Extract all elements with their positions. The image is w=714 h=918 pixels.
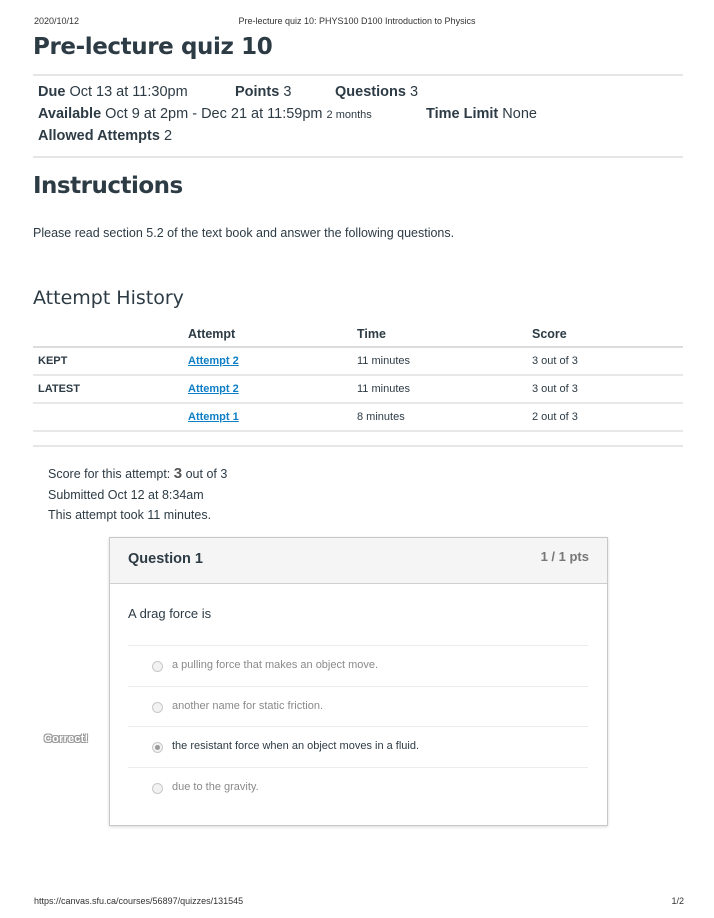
radio-button[interactable] [152,702,163,713]
answer-text: another name for static friction. [172,700,324,712]
page-title: Pre-lecture quiz 10 [33,34,273,60]
attempt-time: 11 minutes [352,375,527,403]
print-doc-title: Pre-lecture quiz 10: PHYS100 D100 Introduction to Physics [238,16,476,26]
attempt-link[interactable]: Attempt 2 [188,355,239,367]
available-duration: 2 months [326,109,372,121]
answer-option[interactable] [128,645,588,686]
attempt-tag [33,403,183,431]
attempt-time: 8 minutes [352,403,527,431]
answer-option[interactable] [128,767,588,808]
question-header [110,538,607,584]
score-value: 3 [173,465,183,482]
question-title: Question 1 [128,551,203,567]
instructions-text: Please read section 5.2 of the text book and answer the following questions. [33,226,455,240]
attempt-score: 3 out of 3 [527,347,683,375]
score-summary [48,464,227,526]
question-points: 1 / 1 pts [540,549,589,564]
allowed-attempts-value: 2 [163,128,173,144]
due-label: Due [38,84,66,100]
table-row [33,403,683,431]
table-row [33,375,683,403]
due-value: Oct 13 at 11:30pm [69,84,188,100]
attempt-link[interactable]: Attempt 1 [188,411,239,423]
column-header: Attempt [183,322,352,347]
table-row [33,347,683,375]
column-header [33,322,183,347]
instructions-heading: Instructions [33,173,183,199]
correct-flag: Correct! [44,733,89,745]
available-label: Available [38,106,102,122]
attempt-score: 2 out of 3 [527,403,683,431]
answer-option[interactable] [128,686,588,727]
answer-text: due to the gravity. [172,781,259,793]
attempt-duration-text: This attempt took 11 minutes. [48,508,212,522]
question-card [109,537,608,826]
print-date: 2020/10/12 [34,16,80,26]
divider [33,156,683,158]
radio-button[interactable] [152,661,163,672]
allowed-attempts-label: Allowed Attempts [38,128,160,144]
attempt-history-heading: Attempt History [33,287,184,309]
table-header-row [33,322,683,347]
radio-button[interactable] [152,783,163,794]
attempt-history-table [33,322,683,432]
submitted-text: Submitted Oct 12 at 8:34am [48,487,204,502]
points-label: Points [235,84,280,100]
time-limit-label: Time Limit [426,106,499,122]
time-limit-value: None [502,106,537,122]
available-value: Oct 9 at 2pm - Dec 21 at 11:59pm [105,106,323,122]
divider [33,74,683,76]
column-header: Time [352,322,527,347]
question-text: A drag force is [128,606,212,621]
radio-button-selected[interactable] [152,742,163,753]
score-suffix: out of 3 [185,467,228,481]
print-page-number: 1/2 [671,896,684,906]
answer-text: a pulling force that makes an object move. [172,659,379,671]
attempt-tag: KEPT [33,347,183,375]
answer-text: the resistant force when an object moves in a fluid. [172,740,420,752]
questions-label: Questions [335,84,406,100]
column-header: Score [527,322,683,347]
answer-option-selected[interactable] [128,726,588,767]
points-value: 3 [283,84,292,100]
print-url: https://canvas.sfu.ca/courses/56897/quizzes/131545 [34,896,244,906]
attempt-tag: LATEST [33,375,183,403]
divider [33,445,683,447]
attempt-time: 11 minutes [352,347,527,375]
attempt-link[interactable]: Attempt 2 [188,383,239,395]
questions-value: 3 [409,84,419,100]
attempt-score: 3 out of 3 [527,375,683,403]
score-prefix: Score for this attempt: [48,467,171,481]
